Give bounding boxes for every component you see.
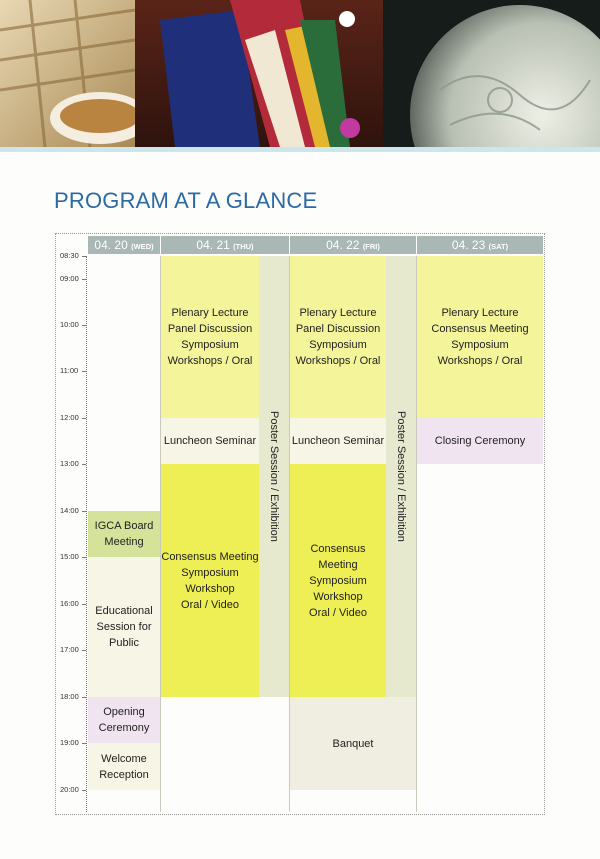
- event-fri-poster-session: [386, 256, 416, 697]
- time-label: 12:00: [60, 413, 79, 422]
- day-of-week: (SAT): [488, 242, 509, 251]
- day-header-wed: [88, 236, 160, 254]
- time-label: 13:00: [60, 459, 79, 468]
- day-header-fri: [290, 236, 416, 254]
- time-label: 20:00: [60, 785, 79, 794]
- time-tick: [82, 557, 86, 558]
- time-label: 09:00: [60, 274, 79, 283]
- time-tick: [82, 256, 86, 257]
- time-tick: [82, 790, 86, 791]
- event-label: Banquet: [332, 737, 374, 750]
- time-label: 19:00: [60, 738, 79, 747]
- event-sat-closing-ceremony: [417, 418, 543, 464]
- time-label: 15:00: [60, 552, 79, 561]
- day-of-week: (THU): [233, 242, 254, 251]
- event-educational-session: [88, 557, 160, 697]
- time-label: 08:30: [60, 251, 79, 260]
- time-label: 16:00: [60, 599, 79, 608]
- event-thu-poster-session: [259, 256, 289, 697]
- time-label: 17:00: [60, 645, 79, 654]
- event-label: IGCA Board Meeting: [94, 520, 154, 548]
- day-of-week: (WED): [131, 242, 154, 251]
- time-tick: [82, 418, 86, 419]
- time-tick: [82, 511, 86, 512]
- day-date: 04. 23: [451, 238, 486, 252]
- event-label: Educational Session for Public: [95, 605, 153, 649]
- event-label: Opening Ceremony: [98, 706, 150, 734]
- day-date: 04. 20: [94, 238, 128, 252]
- time-tick: [82, 464, 86, 465]
- time-tick: [82, 325, 86, 326]
- time-label: 14:00: [60, 506, 79, 515]
- event-label: Poster Session / Exhibition: [268, 411, 280, 542]
- hero-accent-stripe: [0, 147, 600, 152]
- event-fri-plenary: [290, 256, 386, 418]
- event-label: Poster Session / Exhibition: [395, 411, 407, 542]
- time-tick: [82, 371, 86, 372]
- event-label: Consensus Meeting Symposium Workshop Oral / Video: [309, 542, 367, 619]
- day-header-sat: [417, 236, 543, 254]
- time-label: 18:00: [60, 692, 79, 701]
- event-opening-ceremony: [88, 697, 160, 743]
- hero-collage-image: [0, 0, 600, 147]
- time-tick: [82, 650, 86, 651]
- event-fri-consensus-meeting: [290, 464, 386, 697]
- hero-banner: [0, 0, 600, 147]
- event-sat-plenary: [417, 256, 543, 418]
- event-fri-luncheon-seminar: [290, 418, 386, 464]
- page-title: PROGRAM AT A GLANCE: [54, 188, 318, 213]
- event-fri-banquet: [290, 697, 416, 790]
- day-of-week: (FRI): [362, 242, 380, 251]
- event-label: Consensus Meeting Symposium Workshop Oral / Video: [161, 550, 259, 611]
- time-tick: [82, 743, 86, 744]
- event-thu-consensus-meeting: [161, 464, 259, 697]
- event-label: Plenary Lecture Consensus Meeting Symposium Workshops / Oral: [431, 307, 529, 367]
- day-date: 04. 22: [326, 238, 360, 252]
- time-tick: [82, 279, 86, 280]
- event-welcome-reception: [88, 743, 160, 790]
- day-header-thu: [161, 236, 289, 254]
- day-date: 04. 21: [196, 238, 230, 252]
- event-igca-board-meeting: [88, 511, 160, 557]
- event-label: Luncheon Seminar: [291, 435, 385, 447]
- event-label: Welcome Reception: [99, 752, 149, 781]
- event-thu-luncheon-seminar: [161, 418, 259, 464]
- time-label: 10:00: [60, 320, 79, 329]
- time-label: 11:00: [60, 366, 79, 375]
- event-label: Plenary Lecture Panel Discussion Symposium Workshops / Oral: [167, 307, 253, 367]
- time-tick: [82, 604, 86, 605]
- event-thu-plenary: [161, 256, 259, 418]
- time-tick: [82, 697, 86, 698]
- event-label: Closing Ceremony: [434, 435, 526, 447]
- event-label: Plenary Lecture Panel Discussion Symposium Workshops / Oral: [295, 307, 381, 367]
- event-label: Luncheon Seminar: [163, 435, 257, 447]
